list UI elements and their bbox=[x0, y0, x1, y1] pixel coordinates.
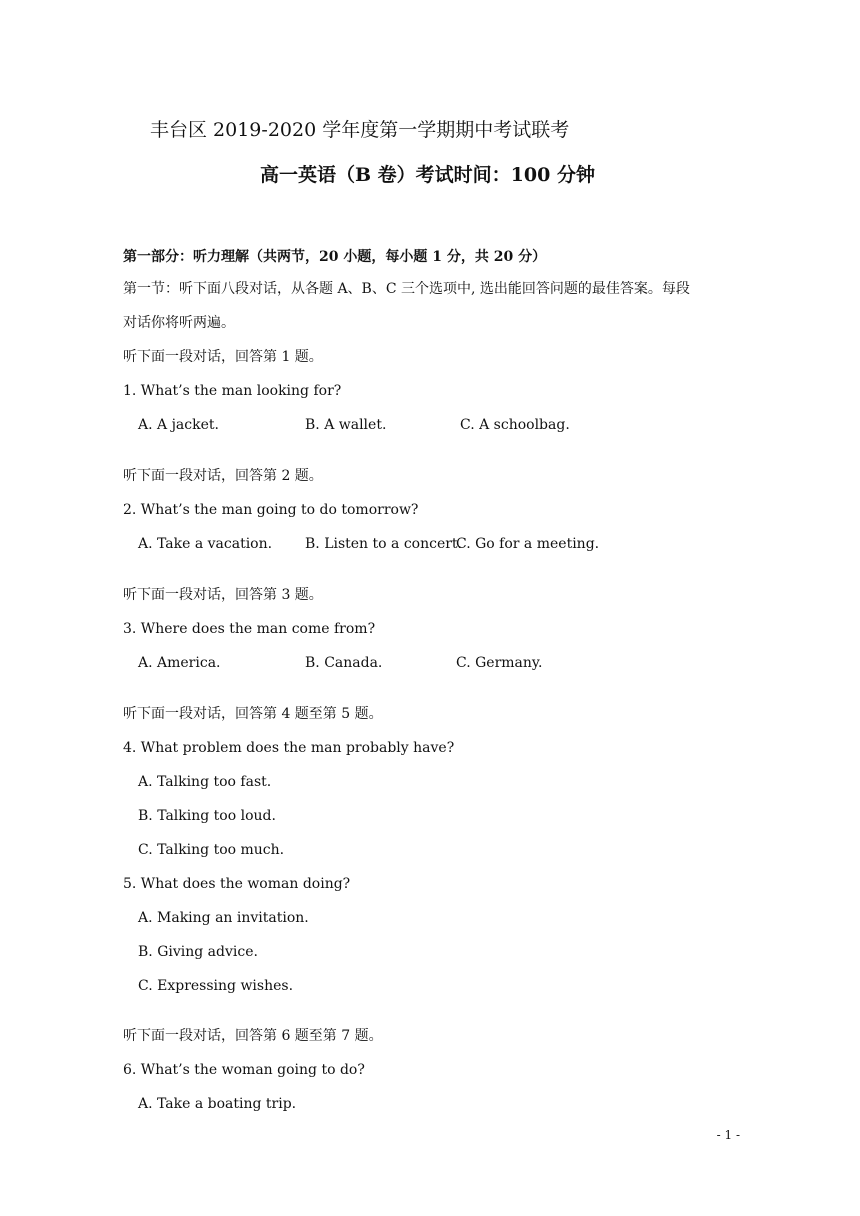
part1-heading: 第一部分：听力理解（共两节，20 小题，每小题 1 分，共 20 分） bbox=[123, 249, 547, 265]
exam-subtitle: 高一英语（B 卷）考试时间：100 分钟 bbox=[260, 164, 595, 186]
question: 2. What’s the man going to do tomorrow? bbox=[123, 502, 419, 518]
dialog-intro: 听下面一段对话，回答第 2 题。 bbox=[123, 468, 323, 484]
question: 6. What’s the woman going to do? bbox=[123, 1062, 365, 1078]
option-a: A. America. bbox=[138, 655, 221, 671]
question: 5. What does the woman doing? bbox=[123, 876, 351, 892]
option-b: B. Talking too loud. bbox=[138, 808, 276, 824]
option-b: B. A wallet. bbox=[305, 417, 387, 433]
section1-instruction-cont: 对话你将听两遍。 bbox=[123, 315, 235, 331]
option-c: C. Expressing wishes. bbox=[138, 978, 294, 994]
option-b: B. Canada. bbox=[305, 655, 383, 671]
option-a: A. Talking too fast. bbox=[138, 774, 272, 790]
option-c: C. Go for a meeting. bbox=[456, 536, 600, 552]
question: 3. Where does the man come from? bbox=[123, 621, 376, 637]
page-number: - 1 - bbox=[716, 1128, 740, 1142]
dialog-intro: 听下面一段对话，回答第 1 题。 bbox=[123, 349, 323, 365]
option-b: B. Giving advice. bbox=[138, 944, 258, 960]
option-c: C. Talking too much. bbox=[138, 842, 285, 858]
option-a: A. A jacket. bbox=[138, 417, 219, 433]
dialog-intro: 听下面一段对话，回答第 4 题至第 5 题。 bbox=[123, 706, 383, 722]
option-a: A. Making an invitation. bbox=[138, 910, 309, 926]
exam-title: 丰台区 2019-2020 学年度第一学期期中考试联考 bbox=[150, 119, 570, 141]
dialog-intro: 听下面一段对话，回答第 6 题至第 7 题。 bbox=[123, 1028, 383, 1044]
question: 4. What problem does the man probably have? bbox=[123, 740, 455, 756]
option-a: A. Take a boating trip. bbox=[138, 1096, 297, 1112]
option-c: C. A schoolbag. bbox=[460, 417, 570, 433]
option-b: B. Listen to a concert. bbox=[305, 536, 463, 552]
dialog-intro: 听下面一段对话，回答第 3 题。 bbox=[123, 587, 323, 603]
option-c: C. Germany. bbox=[456, 655, 543, 671]
option-a: A. Take a vacation. bbox=[138, 536, 273, 552]
question: 1. What’s the man looking for? bbox=[123, 383, 342, 399]
section1-instruction: 第一节：听下面八段对话，从各题 A、B、C 三个选项中, 选出能回答问题的最佳答案。每段 bbox=[123, 281, 690, 297]
